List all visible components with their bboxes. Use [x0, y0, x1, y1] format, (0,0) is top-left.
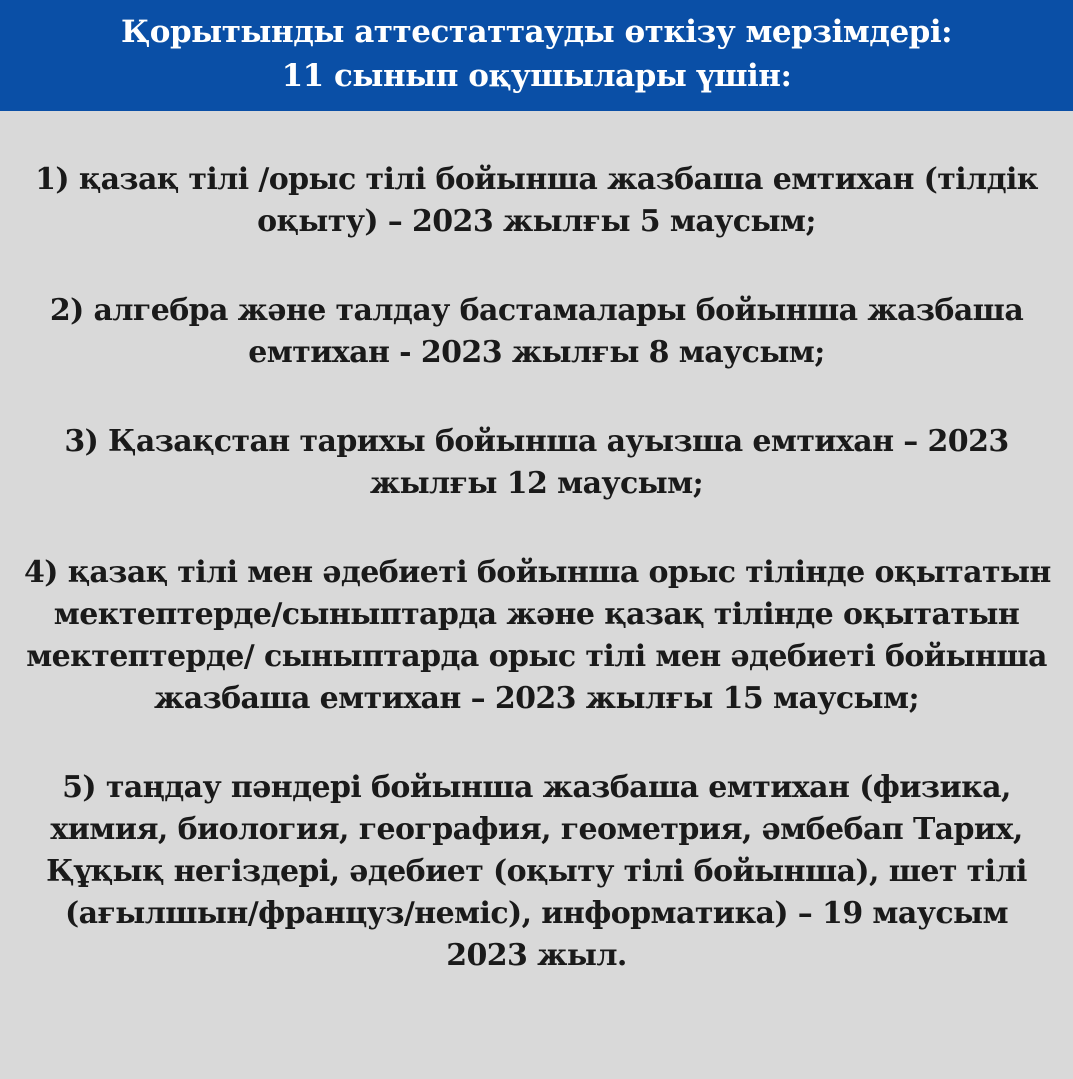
list-item-text-line: жылғы 12 маусым;	[369, 466, 704, 501]
header-title-line-2: 11 сынып оқушылары үшін:	[281, 58, 792, 94]
exam-schedule-list	[0, 111, 1073, 1079]
list-item-text-line: мектептерде/сыныптарда және қазақ тілінде оқытатын	[53, 597, 1020, 632]
header-title-line-1: Қорытынды аттестаттауды өткізу мерзімдері:	[120, 14, 953, 50]
list-item-text-line: оқыту) – 2023 жылғы 5 маусым;	[257, 204, 816, 239]
list-item-exam-1	[24, 159, 1049, 243]
header-banner	[0, 0, 1073, 111]
list-item-text-line: емтихан - 2023 жылғы 8 маусым;	[248, 335, 825, 370]
list-item-text-line: мектептерде/ сыныптарда орыс тілі мен әдебиеті бойынша	[26, 639, 1047, 674]
list-item-exam-2	[24, 290, 1049, 374]
list-item-exam-5	[24, 767, 1049, 977]
list-item-text-line: жазбаша емтихан – 2023 жылғы 15 маусым;	[154, 681, 919, 716]
list-item-text-line: Құқық негіздері, әдебиет (оқыту тілі бойынша), шет тілі	[46, 854, 1027, 889]
list-item-text-line: 3) Қазақстан тарихы бойынша ауызша емтихан – 2023	[64, 424, 1009, 459]
list-item-text-line: 1) қазақ тілі /орыс тілі бойынша жазбаша емтихан (тілдік	[35, 162, 1038, 197]
list-item-exam-4	[24, 552, 1049, 720]
list-item-exam-3	[24, 421, 1049, 505]
list-item-text-line: 2023 жыл.	[446, 938, 627, 973]
list-item-text-line: 2) алгебра және талдау бастамалары бойынша жазбаша	[49, 293, 1024, 328]
list-item-text-line: химия, биология, география, геометрия, әмбебап Тарих,	[50, 812, 1023, 847]
list-item-text-line: (ағылшын/француз/неміс), информатика) – 19 маусым	[65, 896, 1008, 931]
list-item-text-line: 5) таңдау пәндері бойынша жазбаша емтихан (физика,	[62, 770, 1011, 805]
list-item-text-line: 4) қазақ тілі мен әдебиеті бойынша орыс тілінде оқытатын	[24, 555, 1051, 590]
